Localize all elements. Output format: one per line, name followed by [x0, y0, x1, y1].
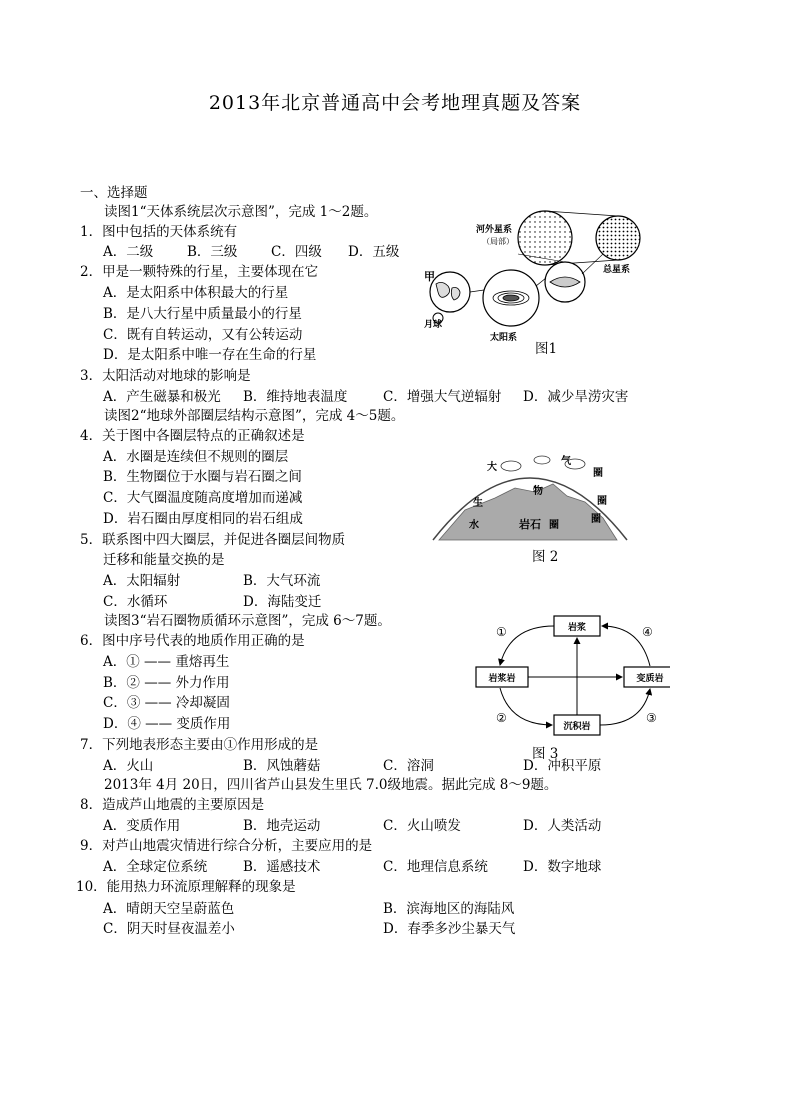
option: D．春季多沙尘暴天气 — [383, 921, 516, 937]
label-n4: ④ — [642, 625, 653, 639]
option: C．③ —— 冷却凝固 — [103, 695, 230, 711]
option: C．阴天时昼夜温差小 — [103, 921, 235, 937]
figure-2-earth-spheres — [425, 436, 635, 548]
option: D．减少旱涝灾害 — [523, 389, 629, 405]
option: B．② —— 外力作用 — [103, 675, 230, 691]
galaxy-circle — [518, 211, 572, 265]
option: D．④ —— 变质作用 — [103, 716, 231, 732]
option: B．大气环流 — [243, 573, 321, 589]
label-sheng: 生 — [473, 498, 483, 509]
option: C．火山喷发 — [383, 818, 461, 834]
label-wu: 物 — [533, 486, 543, 497]
option: A．① —— 重熔再生 — [103, 654, 230, 670]
page-title: 2013年北京普通高中会考地理真题及答案 — [208, 92, 582, 114]
option: D．岩石圈由厚度相同的岩石组成 — [103, 511, 303, 527]
option: C．水循环 — [103, 594, 168, 610]
label-quan4: 圈 — [591, 514, 601, 525]
option: B．三级 — [187, 244, 238, 260]
figure-3-rock-cycle — [470, 610, 670, 745]
option: C．既有自转运动，又有公转运动 — [103, 327, 303, 343]
option: A．变质作用 — [103, 818, 181, 834]
reading-instruction: 读图3“岩石圈物质循环示意图”，完成 6～7题。 — [104, 613, 391, 629]
option: A．火山 — [103, 758, 154, 774]
label-da: 大 — [487, 462, 497, 473]
label-moon: 月球 — [424, 320, 443, 330]
reading-instruction: 读图1“天体系统层次示意图”，完成 1～2题。 — [104, 204, 378, 220]
label-n3: ③ — [646, 711, 657, 725]
reading-instruction: 2013年 4月 20日，四川省芦山县发生里氏 7.0级地震。据此完成 8～9题。 — [104, 777, 558, 793]
option: A．产生磁暴和极光 — [103, 389, 221, 405]
universe-circle — [596, 216, 640, 260]
label-magma: 岩浆 — [567, 623, 587, 633]
option: B．风蚀蘑菇 — [243, 758, 321, 774]
figure-1-caption: 图1 — [535, 341, 558, 357]
label-jia: 甲 — [424, 270, 435, 283]
label-quan1: 圈 — [593, 468, 603, 479]
question-9: 9．对芦山地震灾情进行综合分析，主要应用的是 — [80, 838, 373, 854]
question-2: 2．甲是一颗特殊的行星，主要体现在它 — [80, 264, 319, 280]
option: A．水圈是连续但不规则的圈层 — [103, 449, 289, 465]
option: B．遥感技术 — [243, 859, 321, 875]
reading-instruction: 读图2“地球外部圈层结构示意图”，完成 4～5题。 — [104, 408, 405, 424]
option: C．大气圈温度随高度增加而递减 — [103, 490, 303, 506]
question-10: 10．能用热力环流原理解释的现象是 — [76, 879, 296, 895]
question-5: 5．联系图中四大圈层，并促进各圈层间物质 — [80, 532, 346, 548]
section-heading: 一、选择题 — [80, 185, 148, 201]
question-7: 7．下列地表形态主要由①作用形成的是 — [80, 737, 319, 753]
option: B．维持地表温度 — [243, 389, 348, 405]
option: A．全球定位系统 — [103, 859, 208, 875]
question-5-cont: 迁移和能量交换的是 — [103, 552, 225, 568]
option: D．海陆变迁 — [243, 594, 322, 610]
option: B．生物圈位于水圈与岩石圈之间 — [103, 469, 302, 485]
label-sedimentary: 沉积岩 — [563, 722, 591, 732]
option: D．五级 — [348, 244, 400, 260]
option: D．冲积平原 — [523, 758, 602, 774]
option: D．人类活动 — [523, 818, 602, 834]
question-6: 6．图中序号代表的地质作用正确的是 — [80, 633, 305, 649]
label-qi: 气 — [561, 456, 571, 467]
label-total-galaxy: 总星系 — [603, 265, 631, 275]
option: C．地理信息系统 — [383, 859, 488, 875]
label-quan3: 圈 — [549, 520, 559, 531]
option: C．溶洞 — [383, 758, 434, 774]
option: A．晴朗天空呈蔚蓝色 — [103, 901, 235, 917]
option: A．是太阳系中体积最大的行星 — [103, 285, 289, 301]
label-galaxy-part: （局部） — [482, 237, 514, 246]
label-n2: ② — [496, 711, 507, 725]
label-shui: 水 — [469, 520, 479, 531]
label-solar-system: 太阳系 — [490, 333, 518, 343]
figure-1-celestial-systems — [418, 210, 668, 360]
option: A．太阳辐射 — [103, 573, 181, 589]
option: B．滨海地区的海陆风 — [383, 901, 515, 917]
question-1: 1．图中包括的天体系统有 — [80, 224, 238, 240]
option: D．是太阳系中唯一存在生命的行星 — [103, 347, 317, 363]
label-metamorphic: 变质岩 — [636, 674, 664, 684]
question-8: 8．造成芦山地震的主要原因是 — [80, 797, 265, 813]
earth-circle — [430, 272, 470, 312]
option: B．地壳运动 — [243, 818, 321, 834]
option: A．二级 — [103, 244, 154, 260]
question-4: 4．关于图中各圈层特点的正确叙述是 — [80, 428, 305, 444]
option: B．是八大行星中质量最小的行星 — [103, 306, 302, 322]
figure-2-caption: 图 2 — [532, 549, 559, 565]
label-galaxy: 河外星系 — [476, 225, 513, 235]
rock-mass — [439, 484, 617, 540]
label-rock: 岩石 — [519, 518, 541, 531]
question-3: 3．太阳活动对地球的影响是 — [80, 368, 251, 384]
label-quan2: 圈 — [597, 496, 607, 507]
figure-3-caption: 图 3 — [532, 746, 559, 762]
label-igneous: 岩浆岩 — [488, 674, 516, 684]
option: C．四级 — [271, 244, 322, 260]
option: D．数字地球 — [523, 859, 602, 875]
label-n1: ① — [496, 625, 507, 639]
option: C．增强大气逆辐射 — [383, 389, 502, 405]
